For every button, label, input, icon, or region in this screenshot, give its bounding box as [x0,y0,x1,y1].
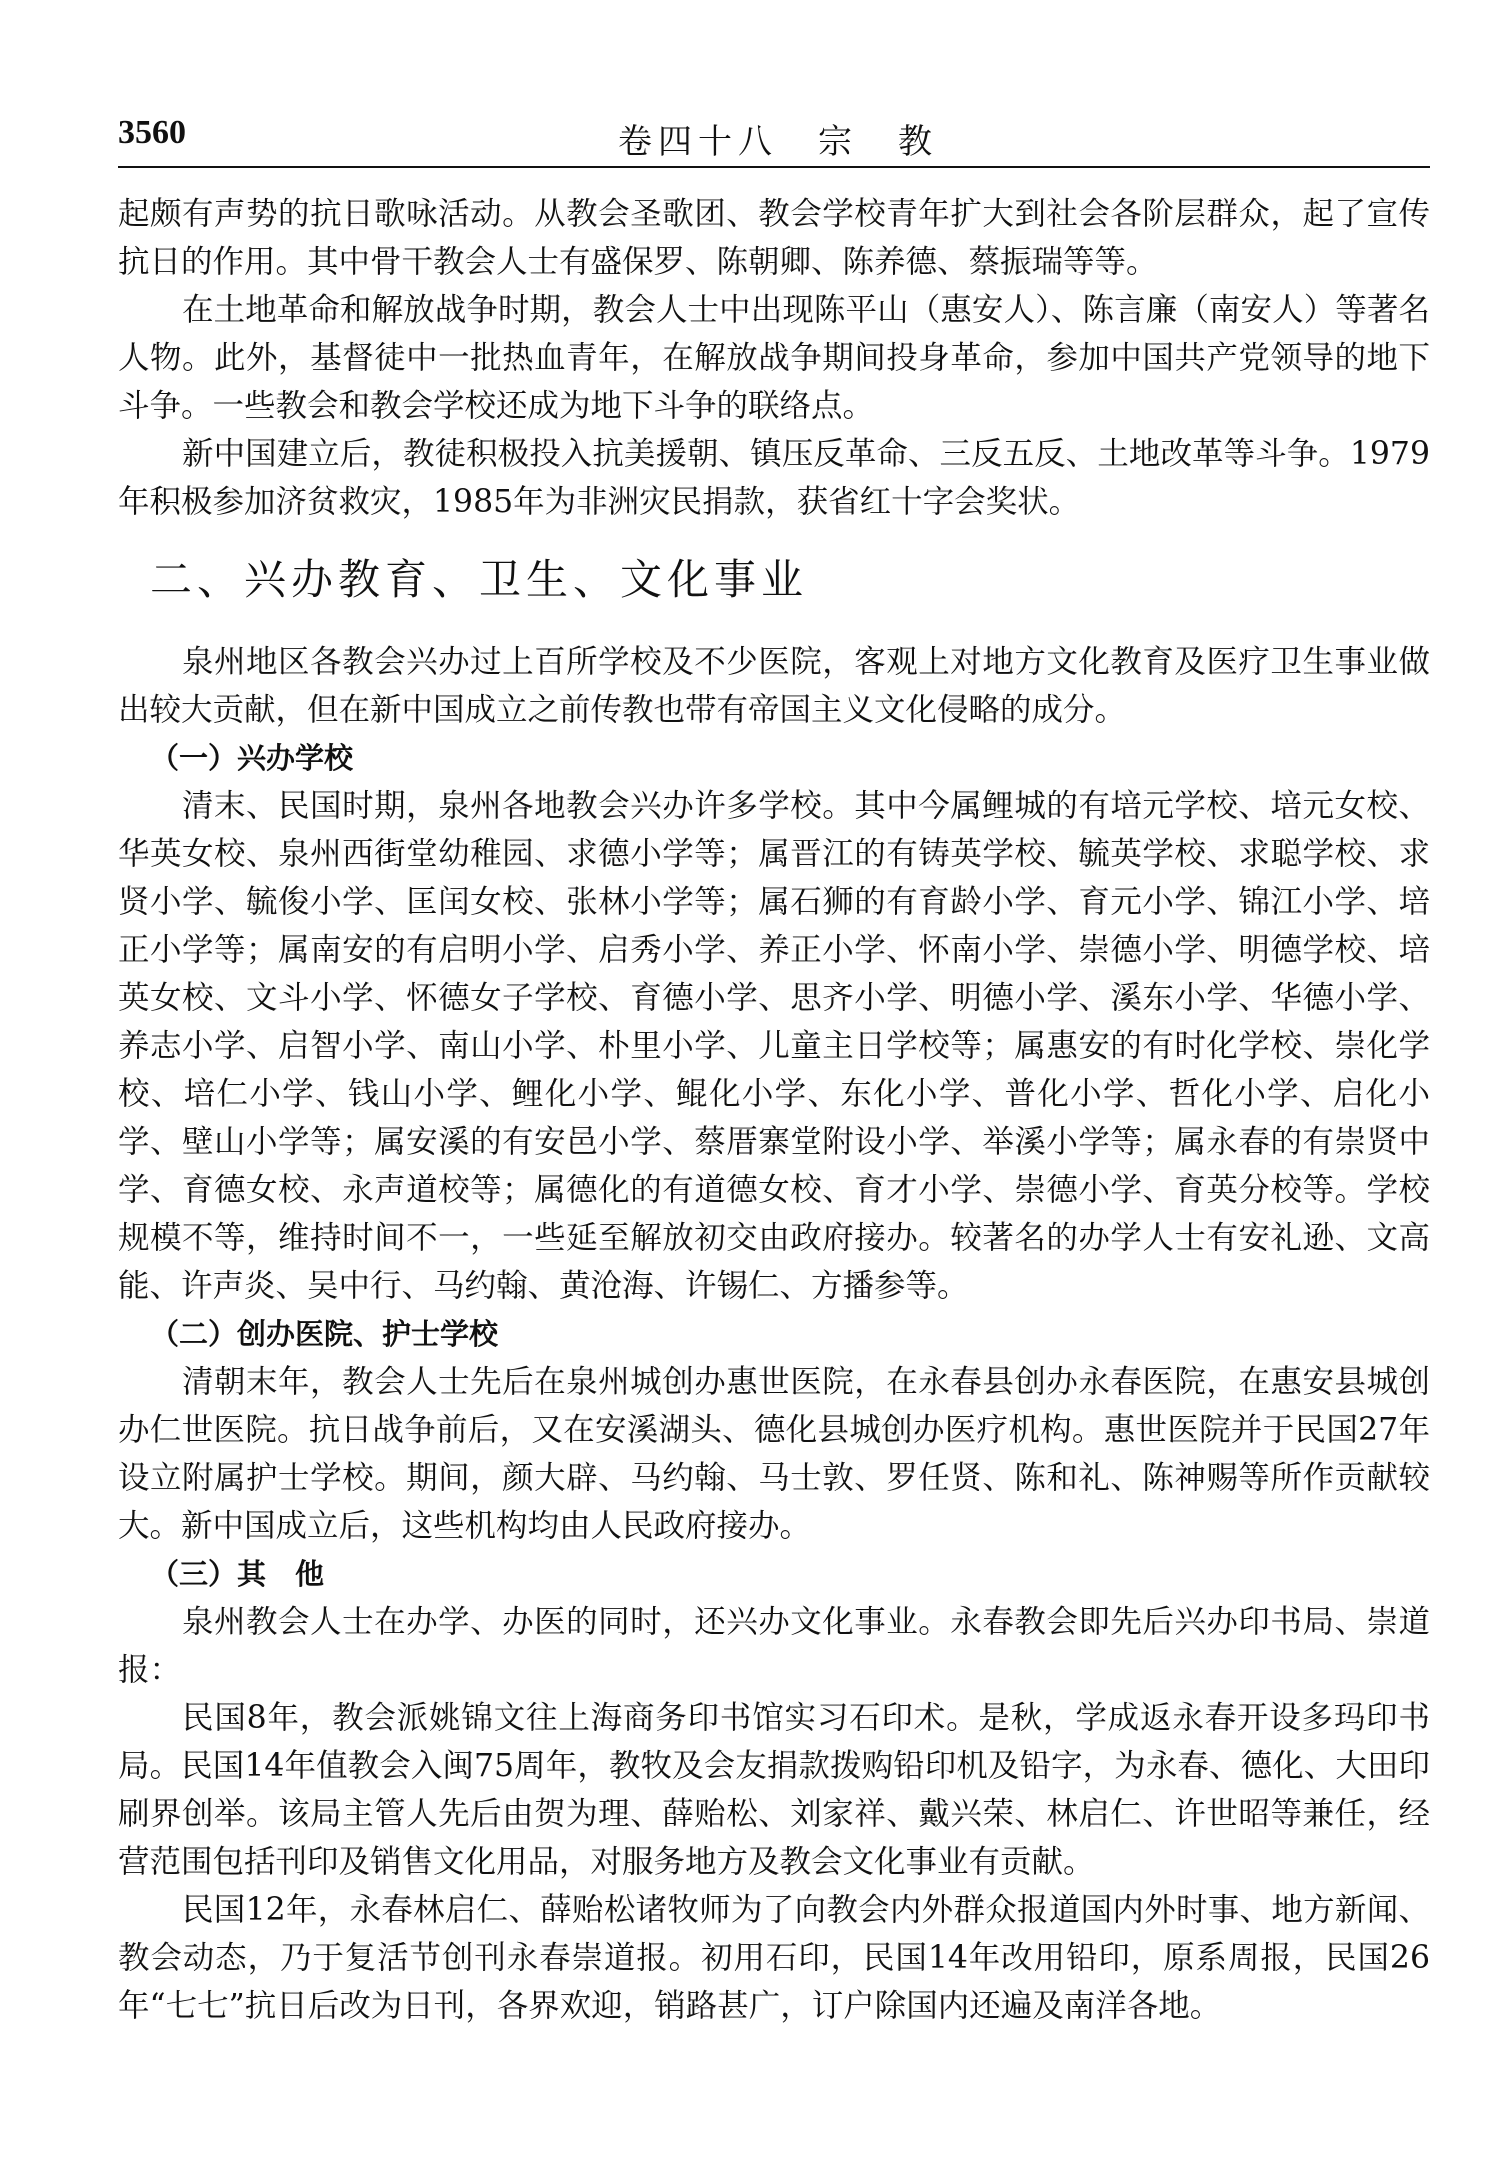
subsection-heading: （三）其 他 [150,1557,325,1591]
header-rule [118,166,1430,168]
subsection-heading: （一）兴办学校 [150,741,354,775]
page-header [118,104,1430,164]
paragraph: 民国8年，教会派姚锦文往上海商务印书馆实习石印术。是秋，学成返永春开设多玛印书局。民国14年值教会入闽75周年，教牧及会友捐款拨购铅印机及铅字，为永春、德化、大田印刷界创举。该局主管人先后由贺为理、薛贻松、刘家祥、戴兴荣、林启仁、许世昭等兼任，经营范围包括刊印及销售文化用品，对服务地方及教会文化事业有贡献。 [118,1700,1430,1880]
paragraph: 清末、民国时期，泉州各地教会兴办许多学校。其中今属鲤城的有培元学校、培元女校、华英女校、泉州西街堂幼稚园、求德小学等；属晋江的有铸英学校、毓英学校、求聪学校、求贤小学、毓俊小学、匡闰女校、张林小学等；属石狮的有育龄小学、育元小学、锦江小学、培正小学等；属南安的有启明小学、启秀小学、养正小学、怀南小学、崇德小学、明德学校、培英女校、文斗小学、怀德女子学校、育德小学、思齐小学、明德小学、溪东小学、华德小学、养志小学、启智小学、南山小学、朴里小学、儿童主日学校等；属惠安的有时化学校、崇化学校、培仁小学、钱山小学、鲤化小学、鲲化小学、东化小学、普化小学、哲化小学、启化小学、壁山小学等；属安溪的有安邑小学、蔡厝寨堂附设小学、举溪小学等；属永春的有崇贤中学、育德女校、永声道校等；属德化的有道德女校、育才小学、崇德小学、育英分校等。学校规模不等，维持时间不一，一些延至解放初交由政府接办。较著名的办学人士有安礼逊、文高能、许声炎、吴中行、马约翰、黄沧海、许锡仁、方播参等。 [118,788,1430,1304]
running-title: 卷四十八 宗 教 [618,122,938,162]
paragraph: 泉州地区各教会兴办过上百所学校及不少医院，客观上对地方文化教育及医疗卫生事业做出较大贡献，但在新中国成立之前传教也带有帝国主义文化侵略的成分。 [118,644,1430,728]
subsection-heading: （二）创办医院、护士学校 [150,1317,499,1351]
section-heading: 二、兴办教育、卫生、文化事业 [150,555,809,604]
paragraph-continued: 起颇有声势的抗日歌咏活动。从教会圣歌团、教会学校青年扩大到社会各阶层群众，起了宣传抗日的作用。其中骨干教会人士有盛保罗、陈朝卿、陈养德、蔡振瑞等等。 [118,196,1430,280]
paragraph: 泉州教会人士在办学、办医的同时，还兴办文化事业。永春教会即先后兴办印书局、崇道报： [118,1604,1430,1688]
paragraph: 民国12年，永春林启仁、薛贻松诸牧师为了向教会内外群众报道国内外时事、地方新闻、教会动态，乃于复活节创刊永春崇道报。初用石印，民国14年改用铅印，原系周报，民国26年“七七”抗日后改为日刊，各界欢迎，销路甚广，订户除国内还遍及南洋各地。 [118,1892,1430,2024]
page-body [118,190,1430,2030]
paragraph: 新中国建立后，教徒积极投入抗美援朝、镇压反革命、三反五反、土地改革等斗争。1979年积极参加济贫救灾，1985年为非洲灾民捐款，获省红十字会奖状。 [118,436,1430,520]
paragraph: 在土地革命和解放战争时期，教会人士中出现陈平山（惠安人）、陈言廉（南安人）等著名人物。此外，基督徒中一批热血青年，在解放战争期间投身革命，参加中国共产党领导的地下斗争。一些教会和教会学校还成为地下斗争的联络点。 [118,292,1430,424]
page-number: 3560 [118,114,186,151]
paragraph: 清朝末年，教会人士先后在泉州城创办惠世医院，在永春县创办永春医院，在惠安县城创办仁世医院。抗日战争前后，又在安溪湖头、德化县城创办医疗机构。惠世医院并于民国27年设立附属护士学校。期间，颜大辟、马约翰、马士敦、罗任贤、陈和礼、陈神赐等所作贡献较大。新中国成立后，这些机构均由人民政府接办。 [118,1364,1430,1544]
